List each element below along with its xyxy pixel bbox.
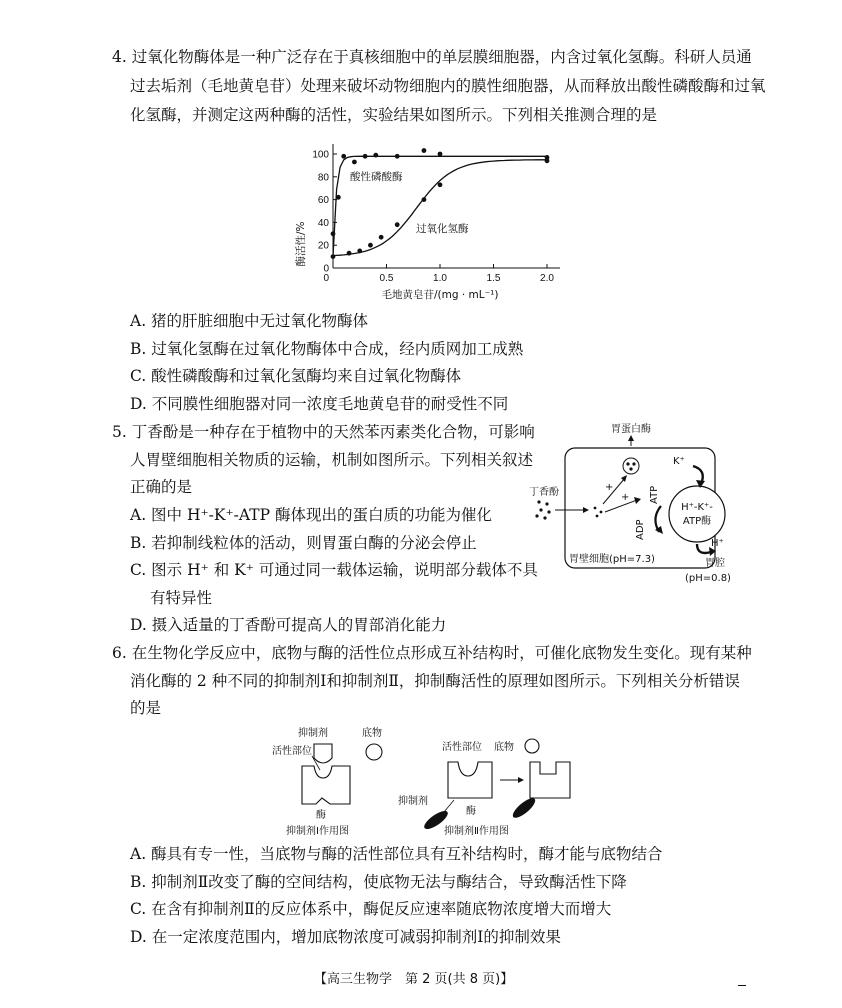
q4-option-c: C. 酸性磷酸酶和过氧化氢酶均来自过氧化物酶体 (130, 367, 462, 385)
h-ion-label: H⁺ (711, 538, 724, 549)
pepsin-arrowhead (628, 435, 634, 441)
enzyme-2-altered (530, 762, 570, 798)
acid-phosphatase-point (422, 148, 427, 153)
catalase-point (357, 249, 362, 254)
eugenol-mechanism-diagram (525, 418, 740, 594)
substrate-circle-2 (525, 739, 539, 753)
q6-stem-line-1: 6. 在生物化学反应中，底物与酶的活性位点形成互补结构时，可催化底物发生变化。现有某种 (112, 644, 752, 662)
q6-option-b: B. 抑制剂Ⅱ改变了酶的空间结构，使底物无法与酶结合，导致酶活性下降 (130, 873, 627, 891)
enzyme-1 (302, 766, 350, 804)
active-site-label-2: 活性部位 (442, 742, 482, 753)
x-tick-label: 2.0 (540, 273, 554, 284)
acid-phosphatase-point (363, 154, 368, 159)
x-axis-label: 毛地黄皂苷/(mg · mL⁻¹) (381, 289, 499, 301)
active-site-label-1: 活性部位 (272, 746, 312, 757)
q4-option-a: A. 猪的肝脏细胞中无过氧化物酶体 (130, 312, 369, 330)
caption-inhibitor-1: 抑制剂Ⅰ作用图 (286, 826, 349, 837)
q6-option-d: D. 在一定浓度范围内，增加底物浓度可减弱抑制剂Ⅰ的抑制效果 (130, 928, 561, 946)
catalase-point (347, 251, 352, 256)
catalase-point (545, 158, 550, 163)
q5-option-d: D. 摄入适量的丁香酚可提高人的胃部消化能力 (130, 616, 447, 634)
series-label-acid-phosphatase: 酸性磷酸酶 (350, 171, 403, 183)
pepsin-granule (629, 467, 632, 470)
acid-phosphatase-point (336, 195, 341, 200)
q4-stem-line-2: 过去垢剂（毛地黄皂苷）处理来破坏动物细胞内的膜性细胞器，从而释放出酸性磷酸酶和过氧 (130, 77, 766, 95)
enzyme-activity-chart (290, 136, 570, 310)
plus-sign: + (621, 492, 630, 503)
x-tick-label: 1.5 (486, 273, 501, 284)
inhibitor-mechanism-diagram (268, 724, 578, 843)
h-k-atpase-pump (669, 486, 725, 542)
eugenol-label: 丁香酚 (529, 487, 559, 498)
x-tick-label: 0.5 (379, 273, 394, 284)
pump-label-line-1: H⁺-K⁺- (681, 502, 713, 513)
pepsin-granule (626, 462, 629, 465)
mechanism-svg (525, 418, 740, 590)
pump-label-line-2: ATP酶 (682, 516, 712, 527)
competitive-inhibitor (314, 744, 332, 763)
y-tick-label: 100 (312, 149, 329, 161)
pepsin-vesicle (623, 458, 639, 474)
q4-option-d: D. 不同膜性细胞器对同一浓度毛地黄皂苷的耐受性不同 (130, 395, 509, 413)
y-tick-label: 20 (317, 240, 329, 252)
substrate-circle-1 (366, 744, 382, 760)
q5-option-a: A. 图中 H⁺-K⁺-ATP 酶体现出的蛋白质的功能为催化 (130, 506, 492, 524)
catalase-point (438, 182, 443, 187)
catalase-point (331, 254, 336, 259)
acid-phosphatase-point (331, 231, 336, 236)
catalase-point (368, 243, 373, 248)
adp-label: ADP (635, 519, 646, 540)
catalase-point (395, 222, 400, 227)
noncompetitive-inhibitor-2 (510, 795, 538, 821)
eugenol-molecules-inside (594, 507, 603, 518)
eugenol-molecules (535, 500, 550, 519)
acid-phosphatase-point (395, 154, 400, 159)
pepsin-label: 胃蛋白酶 (611, 424, 651, 435)
enzyme-label: 酶 (316, 810, 326, 821)
lumen-ph-label: (pH=0.8) (685, 573, 731, 584)
q5-option-b: B. 若抑制线粒体的活动，则胃蛋白酶的分泌会停止 (130, 534, 477, 552)
enzyme-2-native (448, 762, 492, 798)
q5-stem-line-3: 正确的是 (130, 478, 193, 496)
corner-mark (738, 985, 746, 986)
pepsin-granule (632, 462, 635, 465)
q5-option-c: C. 图示 H⁺ 和 K⁺ 可通过同一载体运输，说明部分载体不具 (130, 561, 538, 579)
parietal-cell-label: 胃壁细胞(pH=7.3) (569, 554, 655, 565)
q5-stem-line-2: 人胃壁细胞相关物质的运输，机制如图所示。下列相关叙述 (130, 451, 534, 469)
q5-option-c-cont: 有特异性 (150, 589, 213, 607)
catalase-point (379, 235, 384, 240)
inhibitor-2-label: 抑制剂 (398, 796, 428, 807)
origin-tick-label: 0 (323, 273, 329, 284)
acid-phosphatase-point (352, 160, 357, 165)
inhibitor-1-label: 抑制剂 (298, 728, 328, 739)
q5-stem-line-1: 5. 丁香酚是一种存在于植物中的天然苯丙素类化合物，可影响 (112, 423, 535, 441)
q6-stem-line-2: 消化酶的 2 种不同的抑制剂Ⅰ和抑制剂Ⅱ，抑制酶活性的原理如图所示。下列相关分析错误 (130, 672, 740, 690)
substrate-label-1: 底物 (362, 728, 382, 739)
h-ion-arrow (697, 544, 711, 553)
k-ion-label: K⁺ (673, 456, 685, 467)
y-tick-label: 0 (323, 263, 329, 275)
acid-phosphatase-point (373, 153, 378, 158)
page-footer: 【高三生物学 第 2 页(共 8 页)】 (314, 972, 514, 987)
caption-inhibitor-2: 抑制剂Ⅱ作用图 (444, 826, 509, 837)
y-tick-label: 40 (317, 217, 329, 229)
y-axis-label: 酶活性/% (295, 221, 307, 267)
catalase-point (422, 197, 427, 202)
atp-label: ATP (649, 485, 660, 504)
plus-sign: + (605, 482, 614, 493)
eugenol-entry-arrowhead (583, 507, 589, 513)
promote-pump-arrowhead (634, 497, 641, 504)
conformation-change-arrowhead (518, 777, 524, 783)
y-tick-label: 60 (317, 195, 329, 207)
inhibitor-svg (268, 724, 578, 839)
q6-option-a: A. 酶具有专一性，当底物与酶的活性部位具有互补结构时，酶才能与底物结合 (130, 845, 663, 863)
q4-stem-line-3: 化氢酶，并测定这两种酶的活性，实验结果如图所示。下列相关推测合理的是 (130, 106, 658, 124)
x-tick-label: 1.0 (433, 273, 447, 284)
chart-svg (290, 136, 570, 306)
q4-option-b: B. 过氧化氢酶在过氧化物酶体中合成，经内质网加工成熟 (130, 340, 524, 358)
acid-phosphatase-point (438, 152, 443, 157)
lumen-label: 胃腔 (705, 558, 725, 569)
q6-option-c: C. 在含有抑制剂Ⅱ的反应体系中，酶促反应速率随底物浓度增大而增大 (130, 900, 612, 918)
substrate-label-2: 底物 (494, 742, 514, 753)
acid-phosphatase-point (341, 154, 346, 159)
q6-stem-line-3: 的是 (130, 699, 162, 717)
y-tick-label: 80 (317, 172, 329, 184)
q4-stem-line-1: 4. 过氧化物酶体是一种广泛存在于真核细胞中的单层膜细胞器，内含过氧化氢酶。科研人员通 (112, 48, 752, 66)
inhibitor-binding-pointer (444, 800, 454, 812)
series-label-catalase: 过氧化氢酶 (416, 223, 469, 235)
enzyme-label-2: 酶 (466, 806, 476, 817)
